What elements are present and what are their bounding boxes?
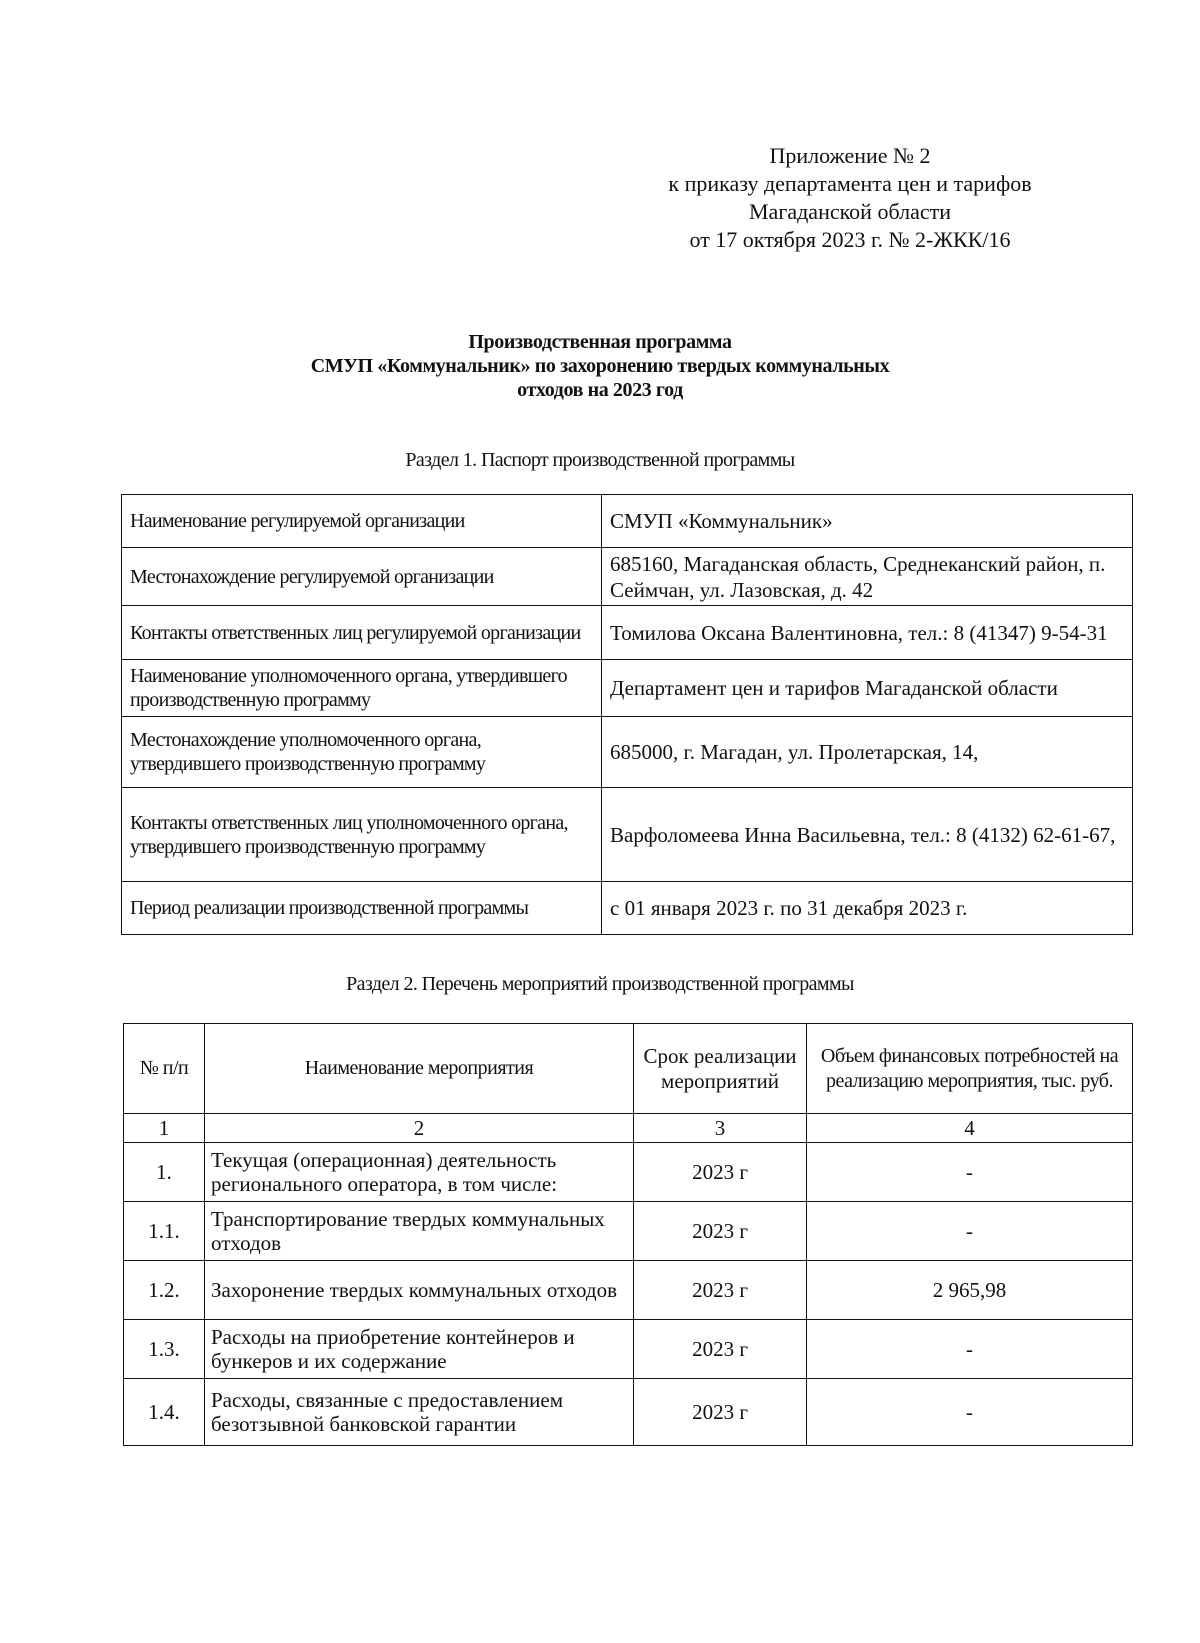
passport-value: 685000, г. Магадан, ул. Пролетарская, 14, [602, 717, 1133, 788]
row-num: 1.4. [124, 1379, 205, 1446]
appendix-header [640, 142, 1060, 254]
passport-value: Варфоломеева Инна Васильевна, тел.: 8 (4132) 62-61-67, [602, 788, 1133, 882]
row-name: Захоронение твердых коммунальных отходов [205, 1261, 634, 1320]
measures-table [123, 1023, 1133, 1446]
passport-row [122, 660, 1133, 717]
section-2-heading: Раздел 2. Перечень мероприятий производственной программы [346, 973, 854, 995]
passport-key: Местонахождение регулируемой организации [122, 548, 602, 606]
passport-row [122, 495, 1133, 548]
passport-key: Контакты ответственных лиц уполномоченного органа, утвердившего производственную программу [122, 788, 602, 882]
row-num: 1.1. [124, 1202, 205, 1261]
passport-row [122, 548, 1133, 606]
header-name: Наименование мероприятия [205, 1024, 634, 1114]
passport-row [122, 882, 1133, 935]
passport-key: Период реализации производственной программы [122, 882, 602, 935]
passport-value: Департамент цен и тарифов Магаданской области [602, 660, 1133, 717]
document-title [240, 330, 960, 402]
row-term: 2023 г [634, 1379, 807, 1446]
row-cost: - [807, 1143, 1133, 1202]
row-num: 1.2. [124, 1261, 205, 1320]
row-term: 2023 г [634, 1320, 807, 1379]
table-row [124, 1143, 1133, 1202]
section-1-heading: Раздел 1. Паспорт производственной программы [405, 449, 795, 471]
passport-row [122, 788, 1133, 882]
row-name: Расходы на приобретение контейнеров и бункеров и их содержание [205, 1320, 634, 1379]
passport-key: Наименование регулируемой организации [122, 495, 602, 548]
measures-header-row [124, 1024, 1133, 1114]
row-term: 2023 г [634, 1202, 807, 1261]
title-line-2: СМУП «Коммунальник» по захоронению твердых коммунальных [310, 355, 890, 377]
passport-value: с 01 января 2023 г. по 31 декабря 2023 г. [602, 882, 1133, 935]
table-row [124, 1320, 1133, 1379]
row-term: 2023 г [634, 1261, 807, 1320]
row-num: 1. [124, 1143, 205, 1202]
row-num: 1.3. [124, 1320, 205, 1379]
row-cost: 2 965,98 [807, 1261, 1133, 1320]
passport-row [122, 606, 1133, 660]
row-cost: - [807, 1379, 1133, 1446]
passport-value: Томилова Оксана Валентиновна, тел.: 8 (41347) 9-54-31 [602, 606, 1133, 660]
passport-value: 685160, Магаданская область, Среднеканский район, п. Сеймчан, ул. Лазовская, д. 42 [602, 548, 1133, 606]
appendix-order-ref: к приказу департамента цен и тарифов [668, 171, 1032, 196]
passport-key: Местонахождение уполномоченного органа, утвердившего производственную программу [122, 717, 602, 788]
passport-row [122, 717, 1133, 788]
appendix-region: Магаданской области [749, 199, 951, 224]
title-line-3: отходов на 2023 год [517, 379, 683, 401]
column-number-row [124, 1114, 1133, 1143]
passport-key: Контакты ответственных лиц регулируемой организации [122, 606, 602, 660]
table-row [124, 1202, 1133, 1261]
row-term: 2023 г [634, 1143, 807, 1202]
header-cost: Объем финансовых потребностей на реализацию мероприятия, тыс. руб. [807, 1024, 1133, 1114]
appendix-number: Приложение № 2 [769, 143, 931, 168]
column-number: 4 [807, 1114, 1133, 1143]
column-number: 1 [124, 1114, 205, 1143]
table-row [124, 1379, 1133, 1446]
row-cost: - [807, 1202, 1133, 1261]
column-number: 2 [205, 1114, 634, 1143]
passport-table [121, 494, 1133, 935]
header-num: № п/п [124, 1024, 205, 1114]
row-name: Расходы, связанные с предоставлением безотзывной банковской гарантии [205, 1379, 634, 1446]
column-number: 3 [634, 1114, 807, 1143]
title-line-1: Производственная программа [468, 331, 732, 353]
passport-key: Наименование уполномоченного органа, утвердившего производственную программу [122, 660, 602, 717]
table-row [124, 1261, 1133, 1320]
passport-value: СМУП «Коммунальник» [602, 495, 1133, 548]
header-term: Срок реализации мероприятий [634, 1024, 807, 1114]
row-name: Транспортирование твердых коммунальных отходов [205, 1202, 634, 1261]
row-cost: - [807, 1320, 1133, 1379]
appendix-order-date: от 17 октября 2023 г. № 2-ЖКК/16 [689, 227, 1011, 252]
row-name: Текущая (операционная) деятельность регионального оператора, в том числе: [205, 1143, 634, 1202]
